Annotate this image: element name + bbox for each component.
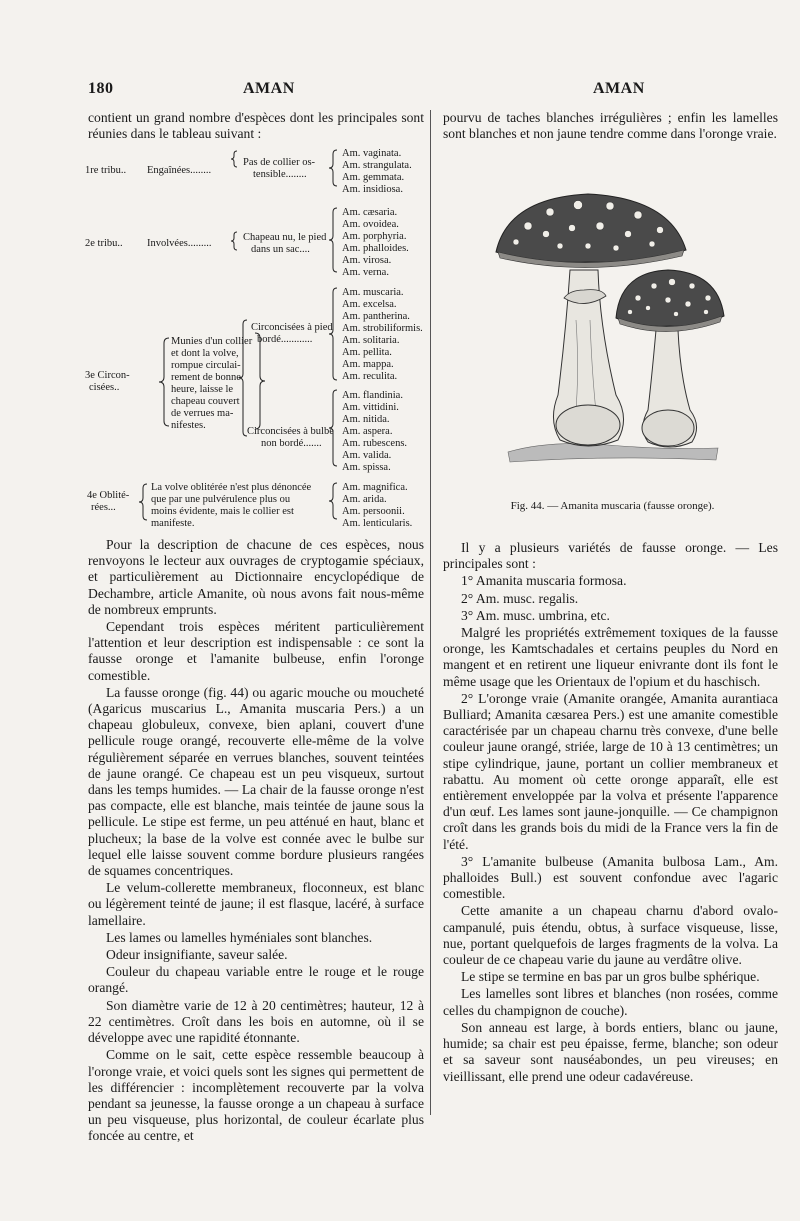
species-name: Am. phalloides. bbox=[342, 243, 409, 254]
body-paragraph: Couleur du chapeau variable entre le rouge et le rouge orangé. bbox=[88, 964, 424, 996]
intro-paragraph: contient un grand nombre d'espèces dont les principales sont réunies dans le tableau suivant : bbox=[88, 110, 424, 142]
species-name: Am. nitida. bbox=[342, 414, 390, 425]
body-paragraph: pourvu de taches blanches irrégulières ; enfin les lamelles sont blanches et non jaune tendre comme dans l'oronge vraie. bbox=[443, 110, 778, 142]
tribe4-desc-line: La volve oblitérée n'est plus dénoncée bbox=[151, 482, 312, 493]
tribe1-note-line: tensible........ bbox=[253, 169, 307, 180]
body-paragraph: La fausse oronge (fig. 44) ou agaric mouche ou moucheté (Agaricus muscarius L., Amanita muscaria Pers.) a un chapeau globuleux, convexe, bien aplani, couvert d'une pellicule rouge orangé, recouverte elle-même de la volve régulièrement séparée en verrues blanches, souvent teintées de jaune orangé. Ce chapeau est un peu visqueux, surtout dans les temps humides. — La chair de la fausse oronge n'est pas compacte, elle est blanche, mais teintée de jaune sous la pellicule. Le stipe est ferme, un peu atténué en haut, blanc et plucheux; la base de la volve est connée avec le bulbe sur lequel elle laisse souvent comme bordure plusieurs rangées de squames concentriques. bbox=[88, 684, 424, 879]
body-paragraph: Odeur insignifiante, saveur salée. bbox=[106, 947, 288, 963]
species-name: Am. vaginata. bbox=[342, 148, 402, 159]
species-name: Am. strangulata. bbox=[342, 160, 412, 171]
body-paragraph: Comme on le sait, cette espèce ressemble beaucoup à l'oronge vraie, et voici quels sont les signes qui permettent de les différencier : incomplètement recouverte par la volva pendant sa jeunesse, la fausse oronge a un chapeau à surface un peu visqueuse, plus horizontal, de couleur écarlate plus foncée au centre, et bbox=[88, 1047, 424, 1144]
tribe3-label-line: cisées.. bbox=[89, 382, 120, 393]
species-name: Am. lenticularis. bbox=[342, 518, 413, 529]
figure-caption: Fig. 44. — Amanita muscaria (fausse oronge). bbox=[510, 500, 715, 512]
body-paragraph: Son diamètre varie de 12 à 20 centimètres; hauteur, 12 à 22 centimètres. Croît dans les bois en automne, où il se développe avec une rapidité étonnante. bbox=[88, 997, 424, 1046]
tribe2-name: Involvées......... bbox=[147, 238, 212, 249]
left-column-body bbox=[88, 537, 424, 1146]
tribe3-desc-line: heure, laisse le bbox=[171, 384, 234, 395]
body-paragraph: 3° L'amanite bulbeuse (Amanita bulbosa Lam., Am. phalloides Bull.) est souvent confondue avec l'agaric comestible. bbox=[443, 853, 778, 902]
species-name: Am. verna. bbox=[342, 267, 389, 278]
tribe4-label-line: 4e Oblité- bbox=[87, 490, 130, 501]
species-name: Am. pantherina. bbox=[342, 311, 410, 322]
species-name: Am. virosa. bbox=[342, 255, 392, 266]
body-paragraph: Malgré les propriétés extrêmement toxiques de la fausse oronge, les Kamtschadales et certains peuples du Nord en mangent et en retirent une liqueur enivrante dont ils font le même usage que les Orientaux de l'opium et du haschisch. bbox=[443, 625, 778, 689]
column-divider bbox=[430, 110, 431, 1115]
tribe4-desc-line: manifeste. bbox=[151, 518, 195, 529]
tribe3-desc-line: rompue circulai- bbox=[171, 360, 241, 371]
species-name: Am. muscaria. bbox=[342, 287, 404, 298]
classification-table bbox=[85, 148, 427, 531]
species-name: Am. excelsa. bbox=[342, 299, 397, 310]
body-paragraph: Son anneau est large, à bords entiers, blanc ou jaune, humide; sa chair est peu épaisse, ferme, blanche; son odeur et sa saveur sont nauséabondes, un peu vireuses; en vieillissant, elle prend une odeur cadavéreuse. bbox=[443, 1019, 778, 1084]
page-number: 180 bbox=[88, 80, 114, 97]
species-name: Am. aspera. bbox=[342, 426, 393, 437]
mushroom-illustration bbox=[488, 190, 728, 465]
species-name: Am. solitaria. bbox=[342, 335, 400, 346]
body-paragraph: Les lames ou lamelles hyméniales sont blanches. bbox=[106, 929, 373, 945]
tribe3-label-line: 3e Circon- bbox=[85, 370, 130, 381]
species-name: Am. porphyria. bbox=[342, 231, 407, 242]
right-running-title: AMAN bbox=[593, 80, 645, 97]
species-name: Am. persoonii. bbox=[342, 506, 405, 517]
sub2-line: Circoncisées à bulbe bbox=[247, 426, 334, 437]
body-paragraph: Il y a plusieurs variétés de fausse oronge. — Les principales sont : bbox=[443, 540, 778, 572]
tribe3-desc-line: et dont la volve, bbox=[171, 348, 239, 359]
tribe4-desc-line: que par une pulvérulence plus ou bbox=[151, 494, 291, 505]
species-name: Am. insidiosa. bbox=[342, 184, 403, 195]
body-paragraph: Le stipe se termine en bas par un gros bulbe sphérique. bbox=[461, 969, 760, 985]
species-name: Am. vittidini. bbox=[342, 402, 399, 413]
tribe3-desc-line: rement de bonne bbox=[171, 372, 241, 383]
tribe1-label: 1re tribu.. bbox=[85, 165, 127, 176]
species-name: Am. ovoidea. bbox=[342, 219, 399, 230]
tribe4-label-line: rées... bbox=[91, 502, 116, 513]
body-paragraph: Pour la description de chacune de ces espèces, nous renvoyons le lecteur aux ouvrages de cryptogamie spéciaux, et particulièrement au Dictionnaire encyclopédique de Dechambre, article Amanite, où nous avons fait nous-même de nombreux emprunts. bbox=[88, 537, 424, 617]
species-name: Am. mappa. bbox=[342, 359, 394, 370]
tribe2-note-line: dans un sac.... bbox=[251, 244, 310, 255]
tribe4-desc-line: moins évidente, mais le collier est bbox=[151, 506, 294, 517]
species-name: Am. magnifica. bbox=[342, 482, 408, 493]
right-column-body bbox=[443, 540, 778, 1086]
sub1-line: bordé............ bbox=[257, 334, 313, 345]
body-paragraph: 2° L'oronge vraie (Amanite orangée, Amanita aurantiaca Bulliard; Amanita cæsarea Pers.) est une amanite comestible caractérisée par un chapeau charnu très convexe, d'une belle couleur jaune orangé, striée, large de 10 à 13 centimètres; un stipe cylindrique, jaune, portant un collier membraneux et rabattu. Au moment où cette oronge apparaît, elle est entièrement enveloppée par la volva et présente l'apparence d'un œuf. Les lames sont jaune-jonquille. — Ce champignon croît dans les grands bois du midi de la France vers la fin de l'été. bbox=[443, 690, 778, 852]
tribe1-note-line: Pas de collier os- bbox=[243, 157, 316, 168]
variety-line: 3° Am. musc. umbrina, etc. bbox=[461, 607, 610, 623]
species-name: Am. arida. bbox=[342, 494, 387, 505]
species-name: Am. rubescens. bbox=[342, 438, 408, 449]
right-column-top bbox=[443, 110, 778, 143]
body-paragraph: Les lamelles sont libres et blanches (non rosées, comme celles du champignon de couche). bbox=[443, 986, 778, 1018]
tribe1-name: Engaînées........ bbox=[147, 165, 212, 176]
left-running-title: AMAN bbox=[243, 80, 295, 97]
sub1-line: Circoncisées à pied bbox=[251, 322, 333, 333]
tribe3-desc-line: nifestes. bbox=[171, 420, 206, 431]
body-paragraph: Le velum-collerette membraneux, floconneux, est blanc ou légèrement teinté de jaune; il est flasque, lacéré, à surface lamellaire. bbox=[88, 880, 424, 928]
species-name: Am. gemmata. bbox=[342, 172, 405, 183]
species-name: Am. strobiliformis. bbox=[342, 323, 423, 334]
variety-line: 1° Amanita muscaria formosa. bbox=[461, 573, 627, 589]
intro-text bbox=[88, 110, 424, 143]
variety-line: 2° Am. musc. regalis. bbox=[461, 590, 579, 606]
species-name: Am. pellita. bbox=[342, 347, 392, 358]
tribe3-desc-line: Munies d'un collier bbox=[171, 336, 253, 347]
sub2-line: non bordé....... bbox=[261, 438, 322, 449]
tribe2-label: 2e tribu.. bbox=[85, 238, 123, 249]
tribe3-desc-line: de verrues ma- bbox=[171, 408, 234, 419]
species-name: Am. valida. bbox=[342, 450, 392, 461]
species-name: Am. reculita. bbox=[342, 371, 398, 382]
body-paragraph: Cependant trois espèces méritent particulièrement l'attention et leur description est indispensable : ce sont la fausse oronge et l'amanite bulbeuse, enfin l'oronge comestible. bbox=[88, 619, 424, 683]
species-name: Am. flandinia. bbox=[342, 390, 403, 401]
species-name: Am. spissa. bbox=[342, 462, 391, 473]
tribe3-desc-line: chapeau couvert bbox=[171, 396, 240, 407]
body-paragraph: Cette amanite a un chapeau charnu d'abord ovalo-campanulé, puis étendu, obtus, à surface visqueuse, lisse, nue, portant quelquefois de larges fragments de la volva. La couleur de ce chapeau varie du jaune au verdâtre olive. bbox=[443, 903, 778, 968]
tribe2-note-line: Chapeau nu, le pied bbox=[243, 232, 327, 243]
species-name: Am. cæsaria. bbox=[342, 207, 398, 218]
